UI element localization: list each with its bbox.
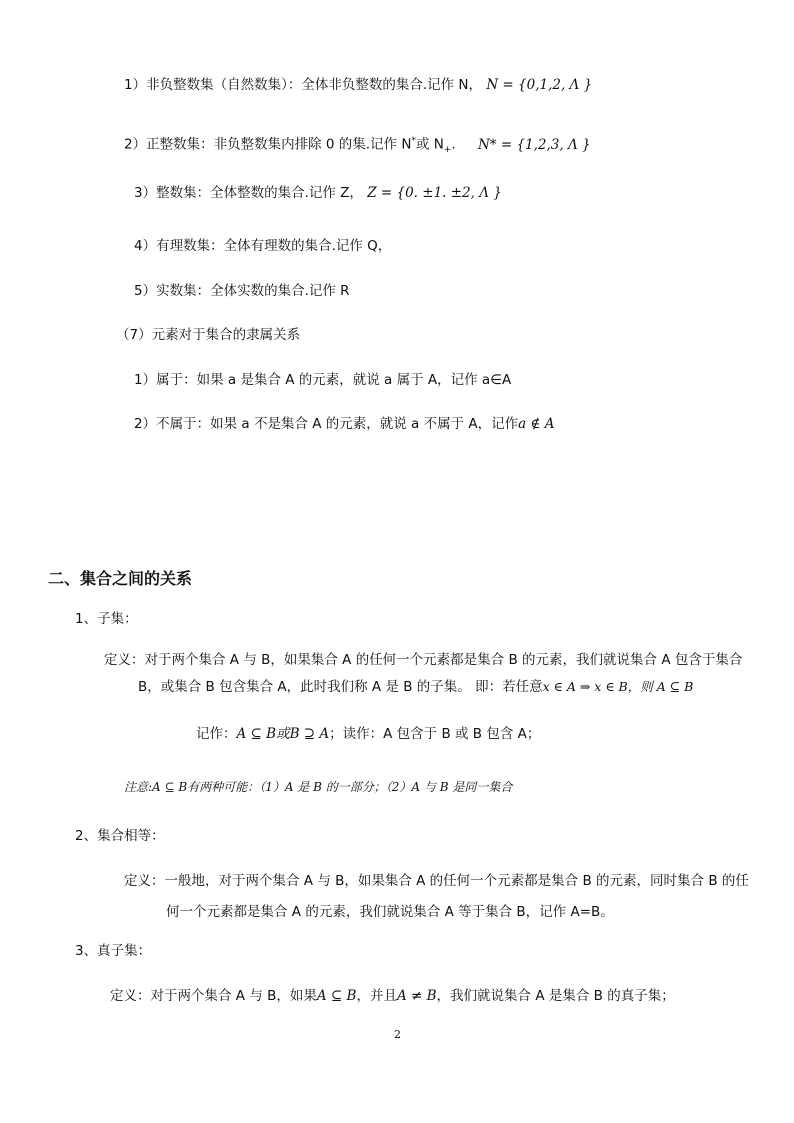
equal-title: 2、集合相等： xyxy=(75,828,165,844)
equal-definition-line1: 定义：一般地，对于两个集合 A 与 B，如果集合 A 的任何一个元素都是集合 B 的元素，同时集合 B 的任 xyxy=(124,873,749,889)
math-not-belongs: a ∉ A xyxy=(518,416,555,432)
math-subset-implication: x ∈ A ⇒ x ∈ B，则 A ⊆ B xyxy=(542,679,694,694)
math-subset-note: A ⊆ B xyxy=(152,780,188,794)
math-proper-subset: A ⊆ B xyxy=(316,988,357,1004)
section-7-title: （7）元素对于集合的隶属关系 xyxy=(116,327,301,343)
list-item-positive-integer: 2）正整数集：非负整数集内排除 0 的集.记作 N*或 $N_+$. N* = {1,2,3, Λ } xyxy=(124,136,591,156)
not-belongs-item: 2）不属于：如果 a 不是集合 A 的元素，就说 a 不属于 A，记作a ∉ A xyxy=(134,416,555,432)
math-subset-notation: A ⊆ B或B ⊇ A xyxy=(236,726,330,742)
subset-definition-line1: 定义：对于两个集合 A 与 B，如果集合 A 的任何一个元素都是集合 B 的元素，我们就说集合 A 包含于集合 xyxy=(104,652,743,668)
subset-note: 注意:A ⊆ B有两种可能：（1）A 是 B 的一部分；（2）A 与 B 是同一集合 xyxy=(124,780,513,794)
belongs-item: 1）属于：如果 a 是集合 A 的元素，就说 a 属于 A，记作 a∈A xyxy=(134,372,512,388)
subset-definition-line2: B，或集合 B 包含集合 A，此时我们称 A 是 B 的子集。 即：若任意x ∈ A ⇒ x ∈ B，则 A ⊆ B xyxy=(138,679,694,695)
list-item-natural: 1）非负整数集（自然数集）：全体非负整数的集合.记作 N， N = {0,1,2, Λ } xyxy=(124,77,593,93)
list-item-real: 5）实数集：全体实数的集合.记作 R xyxy=(134,283,350,299)
list-item-rational: 4）有理数集：全体有理数的集合.记作 Q， xyxy=(134,238,392,254)
proper-subset-definition: 定义：对于两个集合 A 与 B，如果A ⊆ B，并且A ≠ B，我们就说集合 A 是集合 B 的真子集； xyxy=(110,988,675,1004)
section-heading: 二、集合之间的关系 xyxy=(48,569,193,588)
math-positive-integer-set: N* = {1,2,3, Λ } xyxy=(477,136,591,153)
math-natural-set: N = {0,1,2, Λ } xyxy=(486,77,593,93)
equal-definition-line2: 何一个元素都是集合 A 的元素，我们就说集合 A 等于集合 B，记作 A=B。 xyxy=(166,904,614,920)
math-not-equal: A ≠ B xyxy=(396,988,437,1004)
list-item-integer: 3）整数集：全体整数的集合.记作 Z， Z = {0. ±1. ±2, Λ } xyxy=(134,185,502,201)
proper-subset-title: 3、真子集： xyxy=(75,943,152,959)
subset-notation: 记作：A ⊆ B或B ⊇ A；读作：A 包含于 B 或 B 包含 A； xyxy=(196,726,541,742)
page-number: 2 xyxy=(394,1028,401,1041)
math-integer-set: Z = {0. ±1. ±2, Λ } xyxy=(367,185,502,201)
subset-title: 1、子集： xyxy=(75,611,138,627)
